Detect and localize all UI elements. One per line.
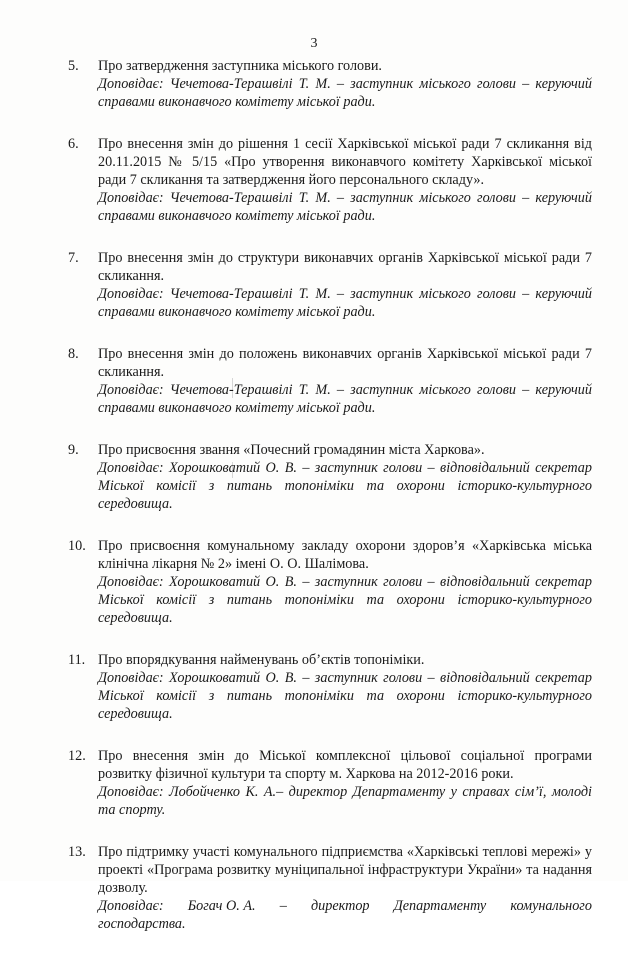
page-number: 3 [310,36,318,51]
item-title: Про присвоєння звання «Почесний громадянин міста Харкова». [98,442,485,458]
item-number: 6. [68,136,79,152]
item-body [98,249,592,321]
item-number: 7. [68,250,79,266]
item-speaker: Доповідає: Хорошковатий О. В. – заступник голови – відповідальний секретар Міської комісії з питань топоніміки та охорони історико-культурного середовища. [98,460,592,512]
item-number: 5. [68,58,79,74]
agenda-item [68,249,592,321]
item-speaker: Доповідає: Чечетова-Терашвілі Т. М. – заступник міського голови – керуючий справами виконавчого комітету міської ради. [98,76,592,110]
item-body [98,441,592,513]
agenda-item [68,537,592,627]
item-body [98,135,592,225]
agenda-item [68,651,592,723]
item-body [98,843,592,933]
item-title: Про внесення змін до Міської комплексної цільової соціальної програми розвитку фізичної культури та спорту м. Харкова на 2012-2016 роки. [98,748,592,782]
item-title: Про внесення змін до структури виконавчих органів Харківської міської ради 7 скликання. [98,250,592,284]
agenda-list [68,57,592,957]
item-body [98,651,592,723]
item-number: 11. [68,652,86,668]
item-title: Про внесення змін до положень виконавчих органів Харківської міської ради 7 скликання. [98,346,592,380]
item-title: Про присвоєння комунальному закладу охорони здоров’я «Харківська міська клінічна лікарня № 2» імені О. О. Шалімова. [98,538,592,572]
item-speaker-line [98,897,592,915]
item-speaker-tail: господарства. [98,916,186,932]
agenda-item [68,345,592,417]
agenda-item [68,57,592,111]
item-speaker: Доповідає: Чечетова-Терашвілі Т. М. – заступник міського голови – керуючий справами виконавчого комітету міської ради. [98,190,592,224]
speaker-role-word: директор [310,898,370,914]
item-title: Про внесення змін до рішення 1 сесії Харківської міської ради 7 скликання від 20.11.2015 № 5/15 «Про утворення виконавчого комітету Харківської міської ради 7 скликання та затвердження його персонального складу». [98,136,592,188]
speaker-role-word: Департаменту [393,898,487,914]
speaker-dash: – [279,898,287,914]
item-body [98,747,592,819]
item-title: Про затвердження заступника міського голови. [98,58,382,74]
agenda-item [68,843,592,933]
speaker-name: Богач О. А. [187,898,256,914]
item-speaker: Доповідає: Лобойченко К. А.– директор Департаменту у справах сім’ї, молоді та спорту. [98,784,592,818]
agenda-item [68,747,592,819]
item-body [98,537,592,627]
item-title: Про підтримку участі комунального підприємства «Харківські теплові мережі» у проекті «Програма розвитку муніципальної інфраструктури України» та надання дозволу. [98,844,592,896]
item-number: 10. [68,538,86,554]
agenda-item [68,441,592,513]
agenda-item [68,135,592,225]
item-speaker: Доповідає: Хорошковатий О. В. – заступник голови – відповідальний секретар Міської комісії з питань топоніміки та охорони історико-культурного середовища. [98,670,592,722]
speaker-role-word: комунального [510,898,592,914]
item-number: 13. [68,844,86,860]
item-number: 9. [68,442,79,458]
item-speaker: Доповідає: Чечетова-Терашвілі Т. М. – заступник міського голови – керуючий справами виконавчого комітету міської ради. [98,286,592,320]
item-body [98,57,592,111]
item-number: 8. [68,346,79,362]
item-body [98,345,592,417]
item-number: 12. [68,748,86,764]
item-speaker: Доповідає: Чечетова-Терашвілі Т. М. – заступник міського голови – керуючий справами виконавчого комітету міської ради. [98,382,592,416]
item-title: Про впорядкування найменувань об’єктів топоніміки. [98,652,425,668]
item-speaker: Доповідає: Хорошковатий О. В. – заступник голови – відповідальний секретар Міської комісії з питань топоніміки та охорони історико-культурного середовища. [98,574,592,626]
speaker-label: Доповідає: [98,898,164,914]
